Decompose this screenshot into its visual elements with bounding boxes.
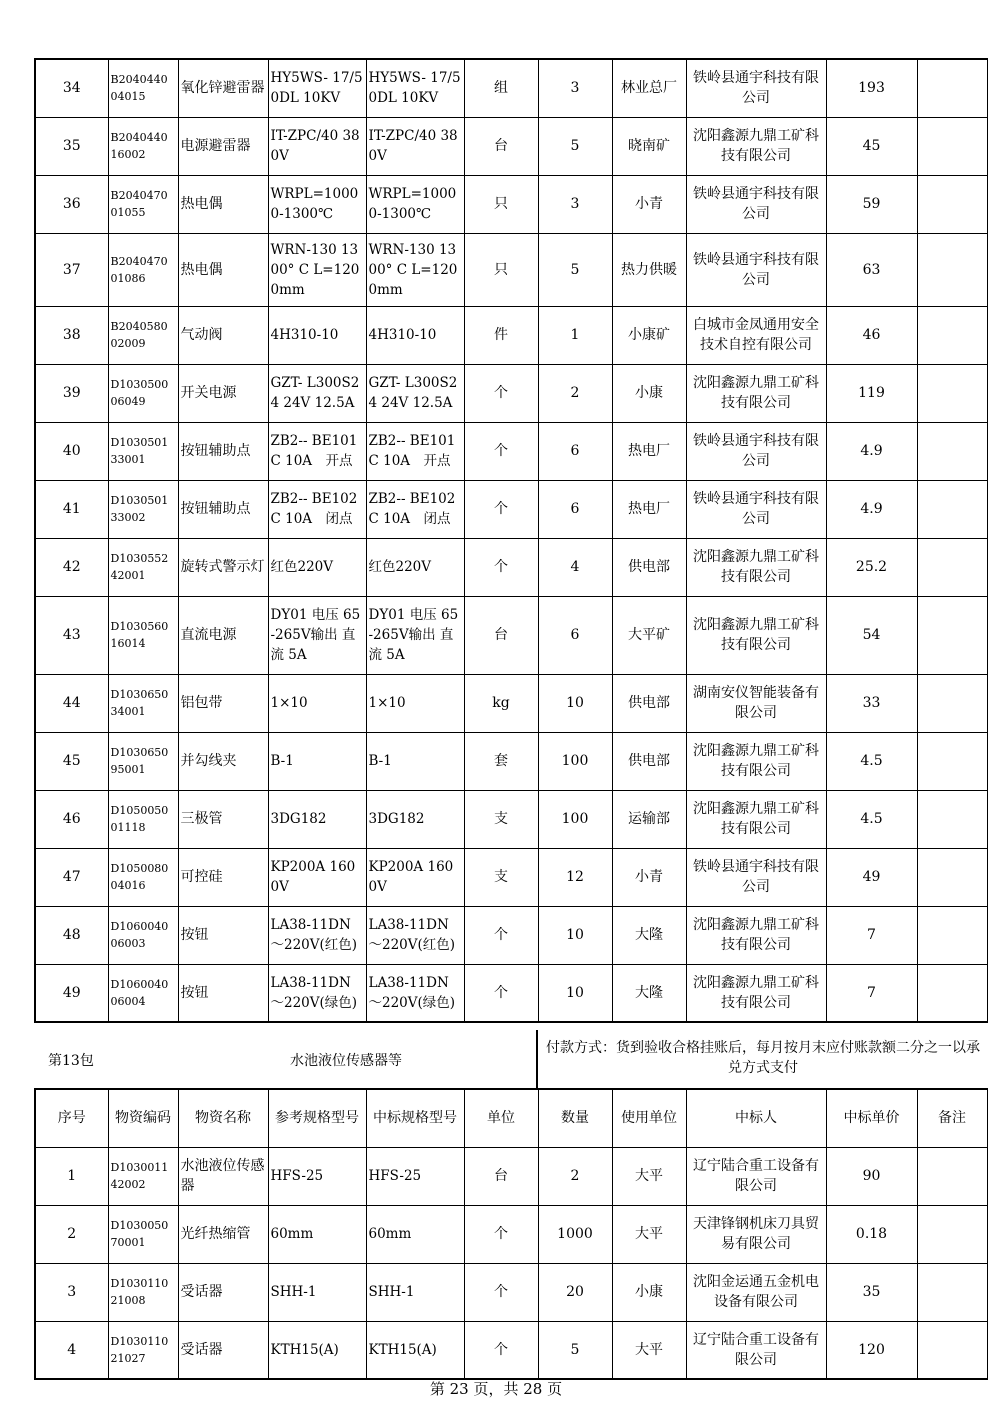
cell-user: 晓南矿 xyxy=(612,117,686,175)
cell-qty: 100 xyxy=(538,790,612,848)
cell-qty: 10 xyxy=(538,906,612,964)
cell-code: B2040470 01055 xyxy=(108,175,178,233)
cell-bid: HFS-25 xyxy=(366,1147,464,1205)
cell-no: 1 xyxy=(35,1147,108,1205)
cell-ref: 4H310-10 xyxy=(268,306,366,364)
cell-name: 电源避雷器 xyxy=(178,117,268,175)
cell-bid: 60mm xyxy=(366,1205,464,1263)
cell-note xyxy=(917,233,987,306)
cell-ref: 红色220V xyxy=(268,538,366,596)
header-name: 物资名称 xyxy=(178,1089,268,1147)
cell-user: 供电部 xyxy=(612,674,686,732)
cell-code: D1030050 70001 xyxy=(108,1205,178,1263)
cell-unit: 组 xyxy=(464,59,538,117)
cell-name: 氧化锌避雷器 xyxy=(178,59,268,117)
cell-unit: 支 xyxy=(464,790,538,848)
cell-ref: LA38-11DN～220V(红色) xyxy=(268,906,366,964)
cell-note xyxy=(917,790,987,848)
cell-code: D1030650 34001 xyxy=(108,674,178,732)
cell-qty: 5 xyxy=(538,233,612,306)
cell-note xyxy=(917,538,987,596)
cell-price: 54 xyxy=(826,596,917,674)
cell-qty: 100 xyxy=(538,732,612,790)
table-row xyxy=(35,364,987,422)
cell-ref: GZT- L300S24 24V 12.5A xyxy=(268,364,366,422)
cell-unit: 套 xyxy=(464,732,538,790)
cell-bid: DY01 电压 65-265V输出 直流 5A xyxy=(366,596,464,674)
cell-price: 35 xyxy=(826,1263,917,1321)
cell-note xyxy=(917,364,987,422)
table-row xyxy=(35,117,987,175)
cell-qty: 20 xyxy=(538,1263,612,1321)
cell-supplier: 沈阳鑫源九鼎工矿科技有限公司 xyxy=(686,790,826,848)
cell-supplier: 沈阳鑫源九鼎工矿科技有限公司 xyxy=(686,596,826,674)
cell-note xyxy=(917,1263,987,1321)
cell-ref: HFS-25 xyxy=(268,1147,366,1205)
cell-supplier: 辽宁陆合重工设备有限公司 xyxy=(686,1321,826,1379)
cell-price: 119 xyxy=(826,364,917,422)
header-ref: 参考规格型号 xyxy=(268,1089,366,1147)
cell-price: 46 xyxy=(826,306,917,364)
cell-code: D1050050 01118 xyxy=(108,790,178,848)
cell-bid: GZT- L300S24 24V 12.5A xyxy=(366,364,464,422)
header-qty: 数量 xyxy=(538,1089,612,1147)
cell-qty: 2 xyxy=(538,364,612,422)
cell-code: D1030011 42002 xyxy=(108,1147,178,1205)
cell-bid: IT-ZPC/40 380V xyxy=(366,117,464,175)
cell-qty: 12 xyxy=(538,848,612,906)
cell-note xyxy=(917,1205,987,1263)
cell-qty: 5 xyxy=(538,1321,612,1379)
table-header-row xyxy=(35,1089,987,1147)
cell-code: D1030110 21027 xyxy=(108,1321,178,1379)
cell-note xyxy=(917,848,987,906)
cell-unit: 台 xyxy=(464,117,538,175)
cell-no: 38 xyxy=(35,306,108,364)
cell-user: 小青 xyxy=(612,848,686,906)
table-row xyxy=(35,674,987,732)
cell-qty: 10 xyxy=(538,674,612,732)
cell-qty: 10 xyxy=(538,964,612,1022)
cell-user: 小康矿 xyxy=(612,306,686,364)
cell-price: 63 xyxy=(826,233,917,306)
cell-name: 开关电源 xyxy=(178,364,268,422)
cell-no: 45 xyxy=(35,732,108,790)
cell-price: 7 xyxy=(826,906,917,964)
cell-name: 热电偶 xyxy=(178,175,268,233)
cell-bid: KP200A 1600V xyxy=(366,848,464,906)
cell-unit: 个 xyxy=(464,1321,538,1379)
cell-code: D1030500 06049 xyxy=(108,364,178,422)
cell-no: 43 xyxy=(35,596,108,674)
header-unit: 单位 xyxy=(464,1089,538,1147)
header-no: 序号 xyxy=(35,1089,108,1147)
cell-code: B2040440 04015 xyxy=(108,59,178,117)
table-row xyxy=(35,306,987,364)
cell-supplier: 沈阳鑫源九鼎工矿科技有限公司 xyxy=(686,732,826,790)
cell-user: 小康 xyxy=(612,1263,686,1321)
cell-ref: LA38-11DN～220V(绿色) xyxy=(268,964,366,1022)
cell-note xyxy=(917,59,987,117)
header-price: 中标单价 xyxy=(826,1089,917,1147)
cell-note xyxy=(917,596,987,674)
cell-name: 按钮辅助点 xyxy=(178,422,268,480)
cell-price: 0.18 xyxy=(826,1205,917,1263)
cell-user: 运输部 xyxy=(612,790,686,848)
cell-no: 34 xyxy=(35,59,108,117)
cell-ref: WRPL=1000 0-1300℃ xyxy=(268,175,366,233)
cell-code: D1030110 21008 xyxy=(108,1263,178,1321)
cell-qty: 1000 xyxy=(538,1205,612,1263)
cell-ref: KTH15(A) xyxy=(268,1321,366,1379)
cell-bid: 红色220V xyxy=(366,538,464,596)
cell-supplier: 铁岭县通宇科技有限公司 xyxy=(686,175,826,233)
header-bid: 中标规格型号 xyxy=(366,1089,464,1147)
cell-supplier: 沈阳鑫源九鼎工矿科技有限公司 xyxy=(686,964,826,1022)
cell-ref: HY5WS- 17/50DL 10KV xyxy=(268,59,366,117)
cell-no: 41 xyxy=(35,480,108,538)
table-row xyxy=(35,848,987,906)
cell-user: 小青 xyxy=(612,175,686,233)
cell-supplier: 沈阳鑫源九鼎工矿科技有限公司 xyxy=(686,117,826,175)
cell-supplier: 天津锋钢机床刀具贸易有限公司 xyxy=(686,1205,826,1263)
cell-price: 4.5 xyxy=(826,732,917,790)
cell-name: 按钮 xyxy=(178,964,268,1022)
cell-user: 大平 xyxy=(612,1321,686,1379)
cell-bid: ZB2-- BE102C 10A 闭点 xyxy=(366,480,464,538)
cell-bid: B-1 xyxy=(366,732,464,790)
table-row xyxy=(35,1147,987,1205)
cell-ref: DY01 电压 65-265V输出 直流 5A xyxy=(268,596,366,674)
cell-note xyxy=(917,674,987,732)
cell-qty: 3 xyxy=(538,59,612,117)
cell-user: 热电厂 xyxy=(612,422,686,480)
cell-no: 48 xyxy=(35,906,108,964)
cell-ref: ZB2-- BE102C 10A 闭点 xyxy=(268,480,366,538)
cell-name: 受话器 xyxy=(178,1321,268,1379)
package-header xyxy=(34,1030,986,1088)
cell-price: 90 xyxy=(826,1147,917,1205)
package-title: 水池液位传感器等 xyxy=(290,1053,402,1069)
cell-unit: 个 xyxy=(464,964,538,1022)
table-row xyxy=(35,790,987,848)
cell-bid: HY5WS- 17/50DL 10KV xyxy=(366,59,464,117)
cell-qty: 3 xyxy=(538,175,612,233)
cell-price: 45 xyxy=(826,117,917,175)
table-row xyxy=(35,480,987,538)
cell-no: 35 xyxy=(35,117,108,175)
cell-supplier: 铁岭县通宇科技有限公司 xyxy=(686,233,826,306)
cell-user: 大隆 xyxy=(612,906,686,964)
cell-user: 林业总厂 xyxy=(612,59,686,117)
cell-code: D1060040 06003 xyxy=(108,906,178,964)
header-supplier: 中标人 xyxy=(686,1089,826,1147)
cell-unit: 只 xyxy=(464,175,538,233)
cell-name: 旋转式警示灯 xyxy=(178,538,268,596)
cell-code: B2040440 16002 xyxy=(108,117,178,175)
cell-code: B2040470 01086 xyxy=(108,233,178,306)
cell-unit: 个 xyxy=(464,906,538,964)
cell-note xyxy=(917,906,987,964)
header-code: 物资编码 xyxy=(108,1089,178,1147)
cell-note xyxy=(917,964,987,1022)
cell-ref: SHH-1 xyxy=(268,1263,366,1321)
cell-name: 水池液位传感器 xyxy=(178,1147,268,1205)
cell-name: 受话器 xyxy=(178,1263,268,1321)
cell-price: 49 xyxy=(826,848,917,906)
cell-supplier: 沈阳鑫源九鼎工矿科技有限公司 xyxy=(686,364,826,422)
cell-code: B2040580 02009 xyxy=(108,306,178,364)
cell-no: 46 xyxy=(35,790,108,848)
cell-user: 小康 xyxy=(612,364,686,422)
cell-bid: LA38-11DN～220V(红色) xyxy=(366,906,464,964)
table-row xyxy=(35,596,987,674)
cell-user: 大隆 xyxy=(612,964,686,1022)
cell-code: D1030560 16014 xyxy=(108,596,178,674)
table-row xyxy=(35,1263,987,1321)
cell-no: 4 xyxy=(35,1321,108,1379)
cell-supplier: 沈阳鑫源九鼎工矿科技有限公司 xyxy=(686,906,826,964)
cell-name: 并勾线夹 xyxy=(178,732,268,790)
cell-unit: 个 xyxy=(464,480,538,538)
cell-supplier: 铁岭县通宇科技有限公司 xyxy=(686,59,826,117)
cell-note xyxy=(917,175,987,233)
cell-name: 直流电源 xyxy=(178,596,268,674)
cell-unit: 只 xyxy=(464,233,538,306)
table-row xyxy=(35,732,987,790)
cell-ref: 3DG182 xyxy=(268,790,366,848)
cell-ref: WRN-130 1300° C L=1200mm xyxy=(268,233,366,306)
cell-note xyxy=(917,732,987,790)
cell-bid: WRN-130 1300° C L=1200mm xyxy=(366,233,464,306)
payment-terms: 付款方式：货到验收合格挂账后，每月按月末应付账款额二分之一以承兑方式支付 xyxy=(536,1030,986,1088)
cell-unit: 台 xyxy=(464,596,538,674)
cell-user: 热电厂 xyxy=(612,480,686,538)
cell-bid: 4H310-10 xyxy=(366,306,464,364)
cell-user: 热力供暖 xyxy=(612,233,686,306)
cell-user: 供电部 xyxy=(612,538,686,596)
cell-qty: 1 xyxy=(538,306,612,364)
table-row xyxy=(35,964,987,1022)
cell-bid: ZB2-- BE101C 10A 开点 xyxy=(366,422,464,480)
cell-bid: LA38-11DN～220V(绿色) xyxy=(366,964,464,1022)
page-footer: 第 23 页，共 28 页 xyxy=(429,1380,563,1398)
cell-name: 气动阀 xyxy=(178,306,268,364)
cell-bid: WRPL=1000 0-1300℃ xyxy=(366,175,464,233)
cell-bid: 1×10 xyxy=(366,674,464,732)
cell-ref: 1×10 xyxy=(268,674,366,732)
table-row xyxy=(35,233,987,306)
cell-supplier: 铁岭县通宇科技有限公司 xyxy=(686,480,826,538)
cell-supplier: 辽宁陆合重工设备有限公司 xyxy=(686,1147,826,1205)
cell-price: 193 xyxy=(826,59,917,117)
cell-no: 2 xyxy=(35,1205,108,1263)
package-number: 第13包 xyxy=(48,1053,94,1069)
cell-ref: KP200A 1600V xyxy=(268,848,366,906)
cell-qty: 6 xyxy=(538,480,612,538)
cell-no: 36 xyxy=(35,175,108,233)
cell-supplier: 沈阳鑫源九鼎工矿科技有限公司 xyxy=(686,538,826,596)
cell-qty: 4 xyxy=(538,538,612,596)
cell-unit: 台 xyxy=(464,1147,538,1205)
cell-price: 59 xyxy=(826,175,917,233)
cell-code: D1060040 06004 xyxy=(108,964,178,1022)
cell-supplier: 铁岭县通宇科技有限公司 xyxy=(686,848,826,906)
cell-qty: 6 xyxy=(538,422,612,480)
cell-supplier: 铁岭县通宇科技有限公司 xyxy=(686,422,826,480)
cell-ref: B-1 xyxy=(268,732,366,790)
cell-no: 40 xyxy=(35,422,108,480)
table-row xyxy=(35,175,987,233)
cell-no: 44 xyxy=(35,674,108,732)
cell-price: 25.2 xyxy=(826,538,917,596)
cell-qty: 5 xyxy=(538,117,612,175)
items-table-package-13 xyxy=(34,1088,988,1380)
cell-no: 49 xyxy=(35,964,108,1022)
cell-no: 42 xyxy=(35,538,108,596)
cell-price: 33 xyxy=(826,674,917,732)
header-user: 使用单位 xyxy=(612,1089,686,1147)
cell-unit: 个 xyxy=(464,538,538,596)
cell-note xyxy=(917,1321,987,1379)
cell-bid: 3DG182 xyxy=(366,790,464,848)
cell-price: 7 xyxy=(826,964,917,1022)
cell-user: 供电部 xyxy=(612,732,686,790)
cell-unit: 件 xyxy=(464,306,538,364)
cell-unit: kg xyxy=(464,674,538,732)
table-row xyxy=(35,422,987,480)
cell-name: 光纤热缩管 xyxy=(178,1205,268,1263)
cell-ref: IT-ZPC/40 380V xyxy=(268,117,366,175)
cell-no: 37 xyxy=(35,233,108,306)
cell-price: 120 xyxy=(826,1321,917,1379)
cell-code: D1050080 04016 xyxy=(108,848,178,906)
items-table-continued xyxy=(34,58,988,1023)
cell-ref: 60mm xyxy=(268,1205,366,1263)
table-row xyxy=(35,1205,987,1263)
cell-user: 大平 xyxy=(612,1205,686,1263)
cell-no: 47 xyxy=(35,848,108,906)
cell-note xyxy=(917,117,987,175)
cell-unit: 支 xyxy=(464,848,538,906)
table-row xyxy=(35,1321,987,1379)
table-row xyxy=(35,538,987,596)
cell-bid: KTH15(A) xyxy=(366,1321,464,1379)
cell-name: 热电偶 xyxy=(178,233,268,306)
cell-name: 按钮辅助点 xyxy=(178,480,268,538)
cell-unit: 个 xyxy=(464,1263,538,1321)
cell-code: D1030501 33002 xyxy=(108,480,178,538)
cell-ref: ZB2-- BE101C 10A 开点 xyxy=(268,422,366,480)
cell-qty: 2 xyxy=(538,1147,612,1205)
cell-name: 按钮 xyxy=(178,906,268,964)
cell-code: D1030552 42001 xyxy=(108,538,178,596)
cell-name: 可控硅 xyxy=(178,848,268,906)
cell-code: D1030650 95001 xyxy=(108,732,178,790)
cell-no: 3 xyxy=(35,1263,108,1321)
cell-qty: 6 xyxy=(538,596,612,674)
table-row xyxy=(35,906,987,964)
cell-supplier: 湖南安仪智能装备有限公司 xyxy=(686,674,826,732)
cell-unit: 个 xyxy=(464,422,538,480)
cell-name: 铝包带 xyxy=(178,674,268,732)
table-row xyxy=(35,59,987,117)
cell-name: 三极管 xyxy=(178,790,268,848)
cell-note xyxy=(917,1147,987,1205)
cell-supplier: 白城市金凤通用安全技术自控有限公司 xyxy=(686,306,826,364)
cell-price: 4.9 xyxy=(826,422,917,480)
cell-unit: 个 xyxy=(464,364,538,422)
header-note: 备注 xyxy=(917,1089,987,1147)
cell-unit: 个 xyxy=(464,1205,538,1263)
cell-price: 4.5 xyxy=(826,790,917,848)
cell-no: 39 xyxy=(35,364,108,422)
cell-user: 大平 xyxy=(612,1147,686,1205)
cell-note xyxy=(917,480,987,538)
cell-note xyxy=(917,306,987,364)
cell-price: 4.9 xyxy=(826,480,917,538)
cell-code: D1030501 33001 xyxy=(108,422,178,480)
cell-bid: SHH-1 xyxy=(366,1263,464,1321)
cell-supplier: 沈阳金运通五金机电设备有限公司 xyxy=(686,1263,826,1321)
cell-note xyxy=(917,422,987,480)
cell-user: 大平矿 xyxy=(612,596,686,674)
